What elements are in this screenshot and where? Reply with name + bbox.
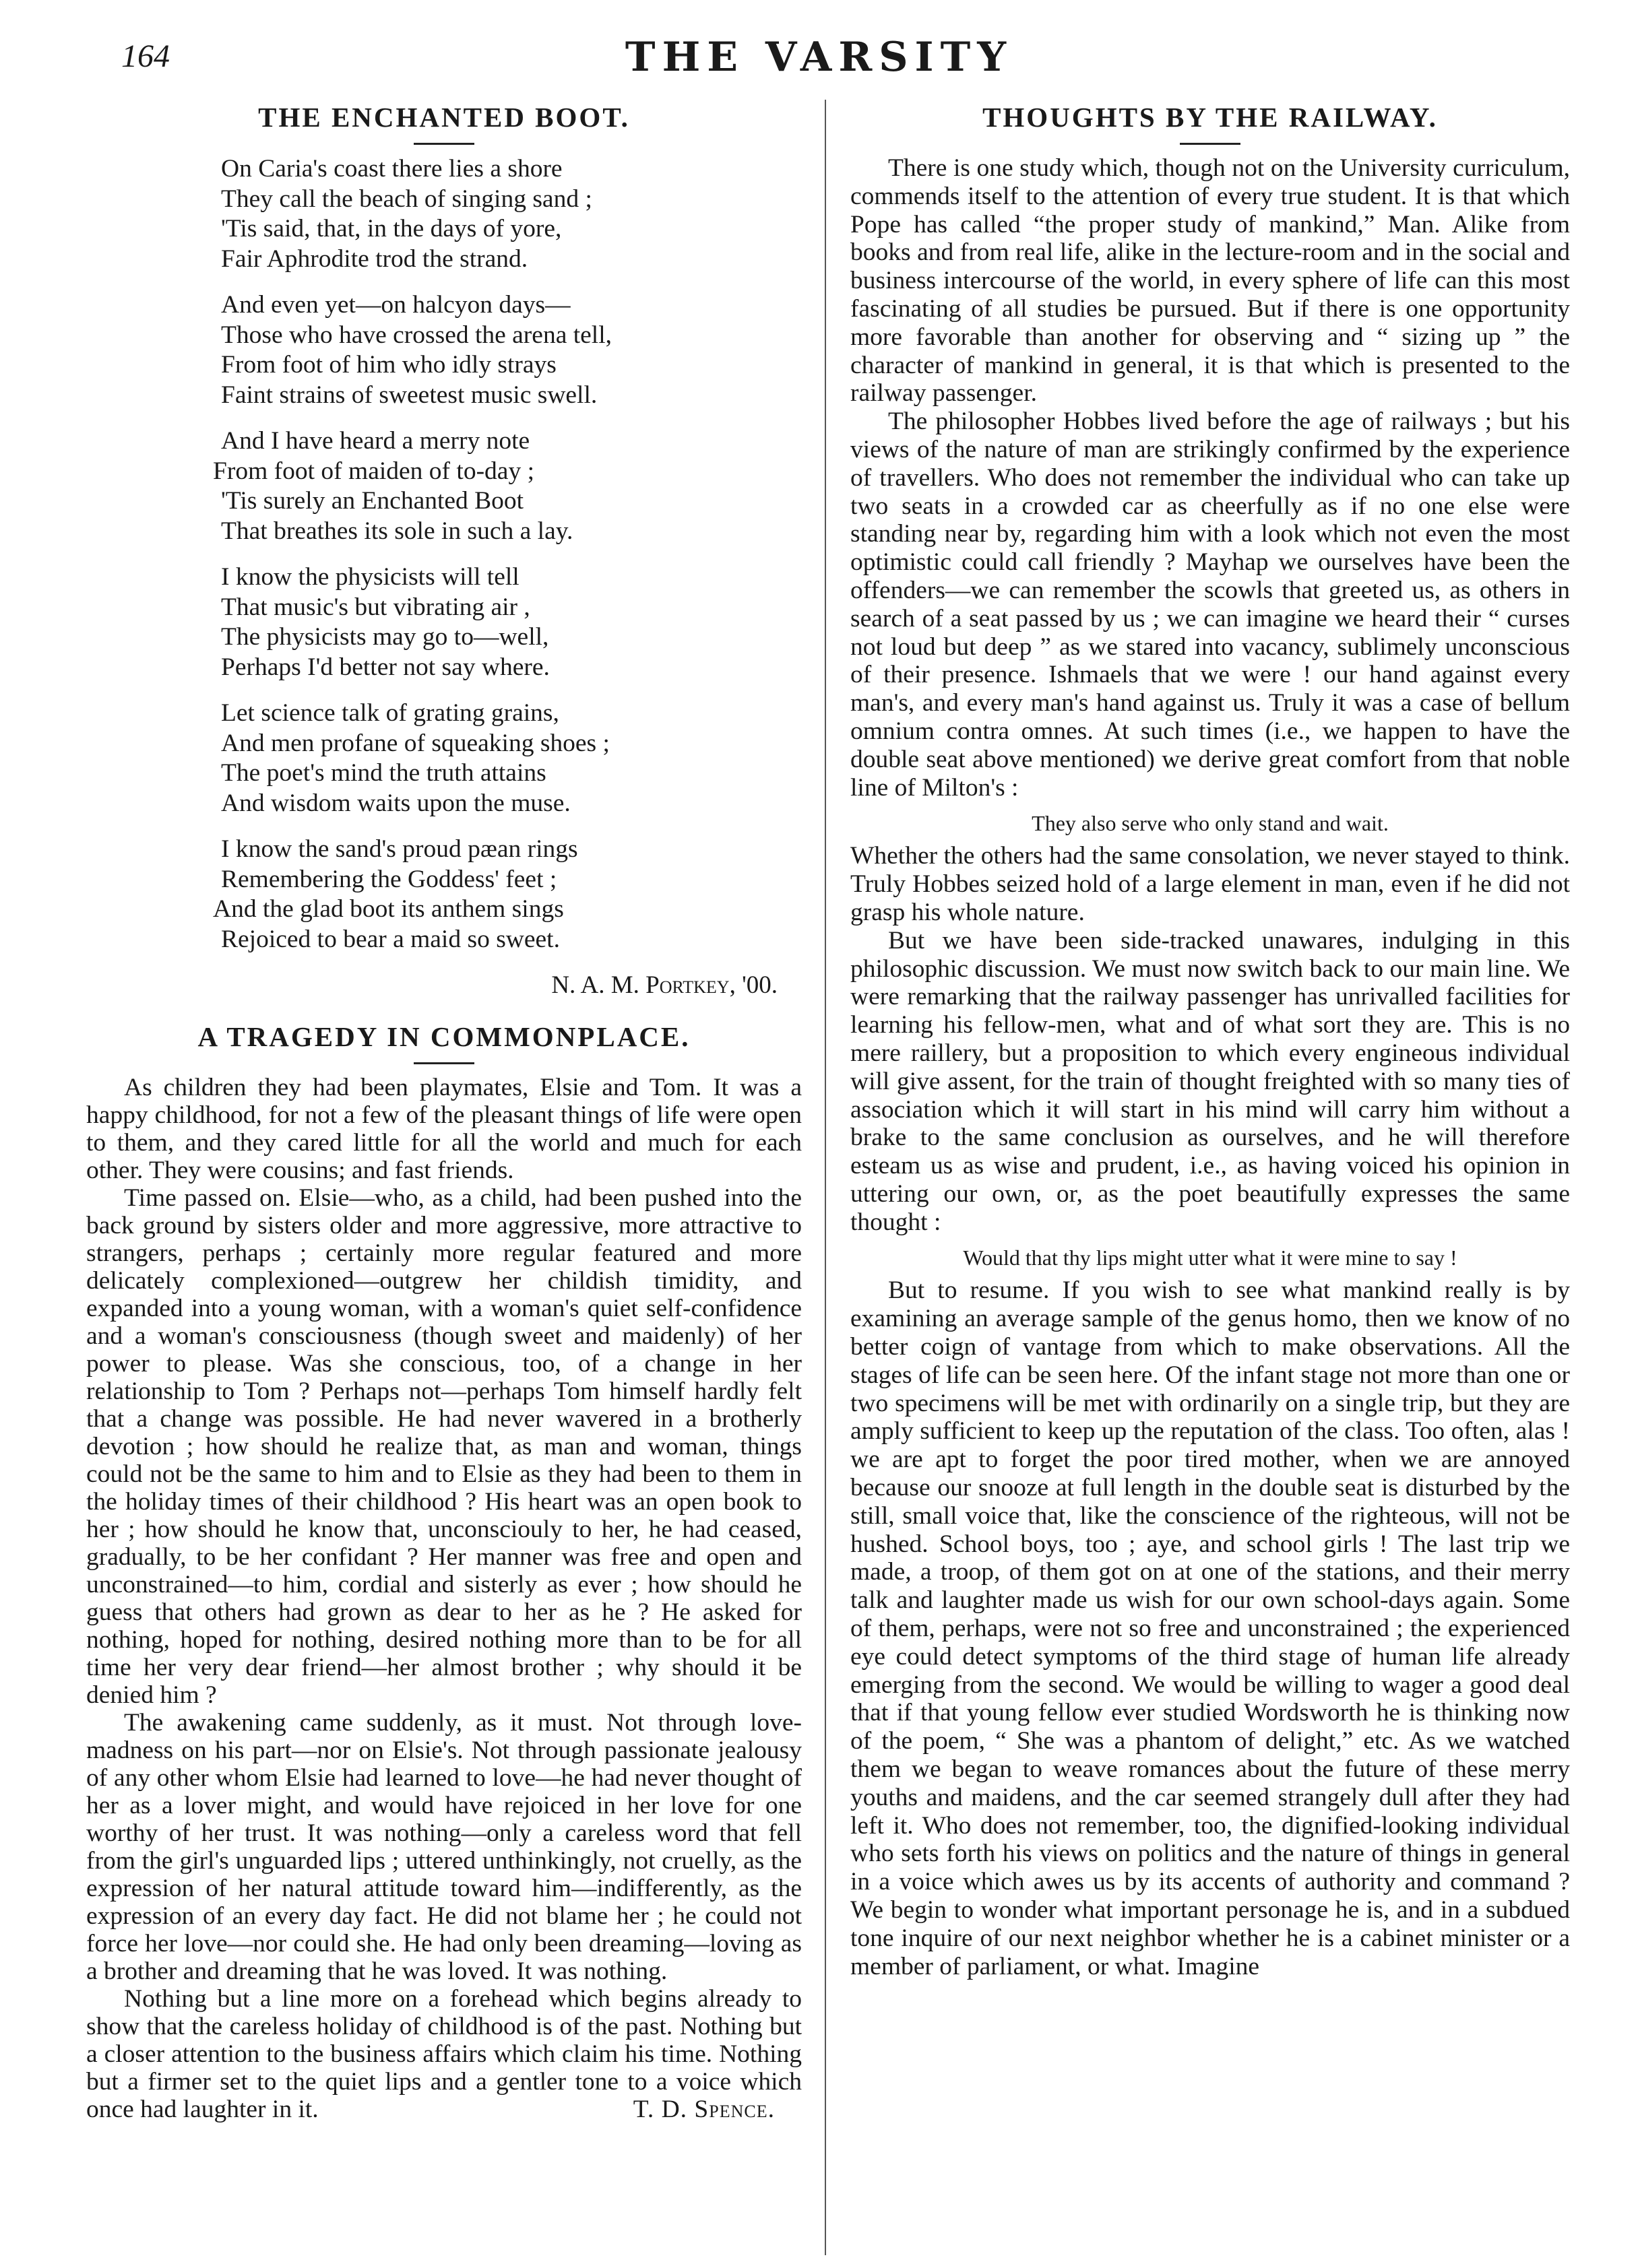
story-paragraph-text: Nothing but a line more on a forehead which begins already to show that the careless holiday of childhood is of the past. Nothing but a closer attention to the business affairs which claim his time. Nothing but a firmer set to the quiet lips and a gentler tone to a voice which once had laughter in it. — [86, 1985, 802, 2123]
story-paragraph: As children they had been playmates, Elsie and Tom. It was a happy childhood, for not a few of the pleasant things of life were open to them, and they cared little for all the world and much for each other. They were cousins; and fast friends. — [86, 1074, 802, 1184]
milton-quote: They also serve who only stand and wait. — [1032, 811, 1389, 836]
story-title: A TRAGEDY IN COMMONPLACE. — [197, 1021, 691, 1052]
poem-line: And men profane of squeaking shoes ; — [221, 729, 610, 757]
page-number: 164 — [121, 38, 170, 74]
poem-line: I know the sand's proud pæan rings — [221, 835, 578, 863]
poem-line: That breathes its sole in such a lay. — [221, 517, 573, 545]
poem-line: And the glad boot its anthem sings — [213, 895, 564, 923]
poem-stanza — [86, 426, 802, 546]
story-paragraph: Time passed on. Elsie—who, as a child, had been pushed into the back ground by sisters older and more aggressive, more attractive to strangers, perhaps ; certainly more regular featured and more delicately complexioned—outgrew her childish timidity, and expanded into a young woman, with a woman's quiet self-confidence and a woman's consciousness (though sweet and maidenly) of her power to please. Was she conscious, too, of a change in her relationship to Tom ? Perhaps not—perhaps Tom himself hardly felt that a change was possible. He had never wavered in a brotherly devotion ; how should he realize that, as man and woman, things could not be the same to him and to Elsie as they had been to them in the holiday times of their childhood ? His heart was an open book to her ; how should he know that, unconsciouly to her, he had ceased, gradually, to be her confidant ? Her manner was free and open and unconstrained—to him, cordial and sisterly as ever ; how should he guess that others had grown as dear to her as he ? He asked for nothing, hoped for nothing, desired nothing more than to be for all time her very dear friend—her almost brother ; why should it be denied him ? — [86, 1184, 802, 1709]
poem-stanza — [86, 290, 802, 410]
poem-stanza — [86, 699, 802, 818]
left-column — [86, 100, 802, 2123]
poem-line: 'Tis said, that, in the days of yore, — [221, 215, 562, 242]
poem-stanza — [86, 562, 802, 682]
poem-line: From foot of maiden of to-day ; — [213, 457, 534, 485]
essay-article — [850, 100, 1570, 1980]
poem-stanza — [86, 154, 802, 274]
poem-line: I know the physicists will tell — [221, 563, 519, 591]
poem-author: N. A. M. Portkey, '00. — [551, 971, 778, 999]
poem-stanza — [86, 835, 802, 954]
poem-line: That music's but vibrating air , — [221, 593, 530, 621]
poem-article — [86, 100, 802, 1000]
poem-line: They call the beach of singing sand ; — [221, 185, 592, 213]
story-paragraph-last — [86, 1985, 802, 2123]
story-paragraph: The awakening came suddenly, as it must. Not through love-madness on his part—nor on Elsie's. Not through passionate jealousy of any other whom Elsie had learned to love—he had never thought of her as a lover might, and would have rejoiced in her love for one worthy of her trust. It was nothing—only a careless word that fell from the girl's unguarded lips ; uttered unthinkingly, not cruelly, as the expression of her natural attitude toward him—indifferently, as the expression of an every day fact. He did not blame her ; he could not force her love—nor could she. He had only been dreaming—loving as a brother and dreaming that he was loved. It was nothing. — [86, 1709, 802, 1985]
poem-line: From foot of him who idly strays — [221, 351, 557, 379]
poem-title: THE ENCHANTED BOOT. — [258, 102, 630, 133]
essay-paragraph: But we have been side-tracked unawares, indulging in this philosophic discussion. We must now switch back to our main line. We were remarking that the railway passenger has unrivalled facilities for learning his fellow-men, what and of what sort they are. This is no mere raillery, but a proposition to which every engineous individual will give assent, for the train of thought freighted with so many ties of association which it will start in his mind will carry him without a brake to the same conclusion as ourselves, and he will therefore esteam us as wise and prudent, i.e., as having voiced his opinion in uttering our own, or, as the poet beautifully expresses the same thought : — [850, 926, 1570, 1236]
poem-line: Rejoiced to bear a maid so sweet. — [221, 925, 560, 953]
essay-paragraph: But to resume. If you wish to see what mankind really is by examining an average sample of the genus homo, then we know of no better coign of vantage from which to make observations. All the stages of life can be seen here. Of the infant stage not more than one or two specimens will be met with ordinarily on a single trip, but they are amply sufficient to keep up the reputation of the class. Too often, alas ! we are apt to forget the poor tired mother, when we are annoyed because our snooze at full length in the double seat is disturbed by the still, small voice that, like the conscience of the righteous, will not be hushed. School boys, too ; aye, and school girls ! The last trip we made, a troop, of them got on at one of the stations, and their merry talk and laughter made us wish for our own school-days again. Some of them, perhaps, were not so free and unconstrained ; the experienced eye could detect symptoms of the third stage of human life already emerging from the second. We would be willing to wager a good deal that if that young fellow ever studied Wordsworth he is thinking now of the poem, “ She was a phantom of delight,” etc. As we watched them we began to weave romances about the future of these merry youths and maidens, and the car seemed strangely dull after they had left it. Who does not remember, too, the dignified-looking individual who sets forth his views on politics and the nature of things in general in a voice which awes us by its accents of authority and command ? We begin to wonder what important personage he is, and in a subdued tone inquire of our next neighbor whether he is a cabinet minister or a member of parliament, or what. Imagine — [850, 1276, 1570, 1980]
poem-line: Those who have crossed the arena tell, — [221, 321, 612, 349]
essay-title: THOUGHTS BY THE RAILWAY. — [982, 102, 1438, 133]
right-column — [850, 100, 1570, 1980]
poem-line: Perhaps I'd better not say where. — [221, 653, 550, 681]
poem-line: Let science talk of grating grains, — [221, 699, 559, 727]
poem-line: And wisdom waits upon the muse. — [221, 789, 571, 817]
poem-line: Remembering the Goddess' feet ; — [221, 865, 557, 893]
poem-line: On Caria's coast there lies a shore — [221, 155, 563, 183]
poem-line: The poet's mind the truth attains — [221, 759, 546, 787]
masthead: THE VARSITY — [625, 34, 1013, 81]
poem-line: Faint strains of sweetest music swell. — [221, 381, 598, 409]
story-author: T. D. Spence. — [633, 2096, 775, 2123]
title-rule — [414, 143, 474, 145]
essay-paragraph: There is one study which, though not on the University curriculum, commends itself to the attention of every true student. It is that which Pope has called “the proper study of mankind,” Man. Alike from books and from real life, alike in the lecture-room and in the social and business intercourse of the world, in every sphere of life can this most fascinating of all studies be pursued. But if there is one opportunity more favorable than another for observing and “ sizing up ” the character of mankind in general, it is that which is presented to the railway passenger. — [850, 154, 1570, 408]
title-rule — [1180, 143, 1240, 145]
poem-line: And I have heard a merry note — [221, 427, 530, 455]
poem-line: 'Tis surely an Enchanted Boot — [221, 487, 524, 515]
poem-line: Fair Aphrodite trod the strand. — [221, 245, 528, 273]
essay-paragraph: The philosopher Hobbes lived before the age of railways ; but his views of the nature of man are strikingly confirmed by the experience of travellers. Who does not remember the individual who can take up two seats in a crowded car as cheerfully as if no one else were standing near by, regarding him with a look which not even the most optimistic could call friendly ? Mayhap we ourselves have been the offenders—we can remember the scowls that greeted us, as others in search of a seat passed by us ; we can imagine we heard their “ curses not loud but deep ” as we stared into vacancy, sublimely unconscious of their presence. Ishmaels that we were ! our hand against every man's, and every man's hand against us. Truly it was a case of bellum omnium contra omnes. At such times (i.e., we happen to have the double seat above mentioned) we derive great comfort from that noble line of Milton's : — [850, 408, 1570, 802]
column-divider — [825, 100, 826, 2255]
essay-body — [850, 154, 1570, 1980]
poem-line: The physicists may go to—well, — [221, 623, 549, 651]
page-header — [0, 34, 1638, 92]
poet-quote: Would that thy lips might utter what it were mine to say ! — [963, 1245, 1457, 1270]
essay-paragraph: Whether the others had the same consolation, we never stayed to think. Truly Hobbes seized hold of a large element in man, even if he did not grasp his whole nature. — [850, 842, 1570, 926]
poem-line: And even yet—on halcyon days— — [221, 291, 571, 319]
story-body — [86, 1074, 802, 2123]
story-article — [86, 1019, 802, 2123]
title-rule — [414, 1062, 474, 1064]
poem-body — [86, 154, 802, 954]
